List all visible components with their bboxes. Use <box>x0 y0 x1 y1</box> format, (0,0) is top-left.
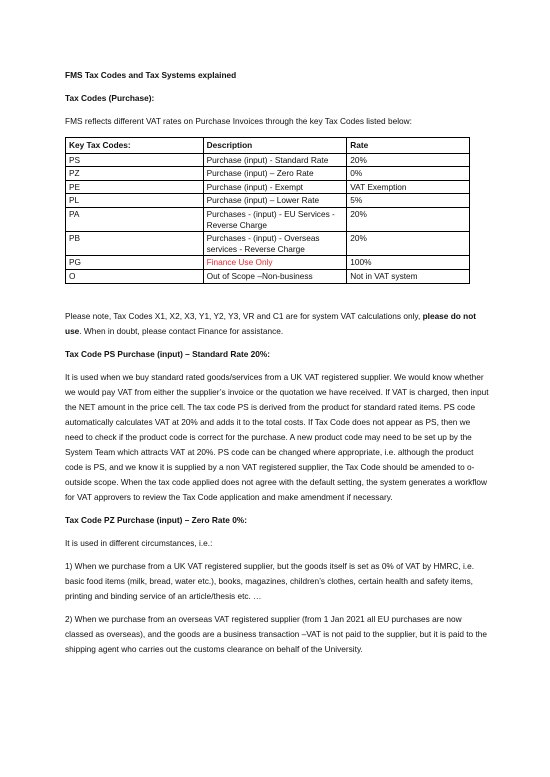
pz-heading: Tax Code PZ Purchase (input) – Zero Rate 0%: <box>65 514 247 525</box>
cell-rate: 0% <box>347 167 470 181</box>
cell-rate: 100% <box>347 256 470 270</box>
cell-rate: VAT Exemption <box>347 180 470 194</box>
intro-paragraph: FMS reflects different VAT rates on Purchase Invoices through the key Tax Codes listed below: <box>65 116 412 126</box>
section-heading-purchase: Tax Codes (Purchase): <box>65 93 155 103</box>
cell-description: Purchase (input) – Lower Rate <box>203 194 347 208</box>
cell-code: PS <box>66 153 204 167</box>
pz-intro: It is used in different circumstances, i.e.: <box>65 537 213 548</box>
table-row <box>66 269 470 283</box>
cell-code: PB <box>66 232 204 256</box>
table-row <box>66 180 470 194</box>
header-key-tax-codes: Key Tax Codes: <box>66 138 204 154</box>
cell-description: Purchase (input) - Standard Rate <box>203 153 347 167</box>
cell-rate: 20% <box>347 232 470 256</box>
cell-rate: Not in VAT system <box>347 269 470 283</box>
pz-point-1: 1) When we purchase from a UK VAT registered supplier, but the goods itself is set as 0% of VAT by HMRC, i.e. basic food items (milk, bread, water etc.), books, magazines, children’s clothes, certain health and safety items, printing and binding service of an article/thesis etc. … <box>65 560 475 601</box>
header-description: Description <box>203 138 347 154</box>
table-row <box>66 256 470 270</box>
cell-rate: 5% <box>347 194 470 208</box>
cell-description: Purchases - (input) - Overseas services - Reverse Charge <box>203 232 347 256</box>
note-text-bold: please do not use <box>65 310 477 336</box>
cell-description: Out of Scope –Non-business <box>203 269 347 283</box>
cell-code: PZ <box>66 167 204 181</box>
document-body <box>65 68 489 665</box>
pz-point-2: 2) When we purchase from an overseas VAT registered supplier (from 1 Jan 2021 all EU purchases are now classed as overseas), and the goods are a business transaction –VAT is not paid to the supplier, but it is paid to the shipping agent who carries out the customs clearance on behalf of the University. <box>65 613 488 654</box>
table-row <box>66 194 470 208</box>
note-text-before: Please note, Tax Codes X1, X2, X3, Y1, Y2, Y3, VR and C1 are for system VAT calculations only, <box>65 310 423 321</box>
cell-description-finance-use: Finance Use Only <box>203 256 347 270</box>
document-title: FMS Tax Codes and Tax Systems explained <box>65 70 237 80</box>
note-text-after: . When in doubt, please contact Finance for assistance. <box>79 325 284 336</box>
table-header-row <box>66 138 470 154</box>
cell-rate: 20% <box>347 153 470 167</box>
ps-heading: Tax Code PS Purchase (input) – Standard Rate 20%: <box>65 348 271 359</box>
cell-code: PA <box>66 207 204 231</box>
cell-description: Purchase (input) - Exempt <box>203 180 347 194</box>
cell-code: PE <box>66 180 204 194</box>
table-row <box>66 232 470 256</box>
cell-code: O <box>66 269 204 283</box>
cell-rate: 20% <box>347 207 470 231</box>
ps-paragraph: It is used when we buy standard rated goods/services from a UK VAT registered supplier. We would know whether we would pay VAT from either the supplier’s invoice or the quotation we have received. If VAT is charged, then input the NET amount in the price cell. The tax code PS is derived from the product for standard rated items. PS code automatically calculates VAT at 20% and adds it to the total costs. If Tax Code does not appear as PS, then we need to check if the product code is correct for the purchase. A new product code may need to be set up by the System Team which attracts VAT at 20%. PS code can be changed where appropriate, i.e. although the product code is PS, and we know it is supplied by a non VAT registered supplier, the Tax Code should be amended to o-outside scope. When the tax code applied does not agree with the default setting, the system generates a workflow for VAT approvers to review the Tax Code application and make amendment if necessary. <box>65 371 489 502</box>
tax-codes-table <box>65 137 470 284</box>
cell-code: PG <box>66 256 204 270</box>
cell-description: Purchase (input) – Zero Rate <box>203 167 347 181</box>
note-paragraph <box>65 309 489 339</box>
cell-description: Purchases - (input) - EU Services - Reverse Charge <box>203 207 347 231</box>
table-row <box>66 207 470 231</box>
table-row <box>66 167 470 181</box>
table-row <box>66 153 470 167</box>
cell-code: PL <box>66 194 204 208</box>
header-rate: Rate <box>347 138 470 154</box>
